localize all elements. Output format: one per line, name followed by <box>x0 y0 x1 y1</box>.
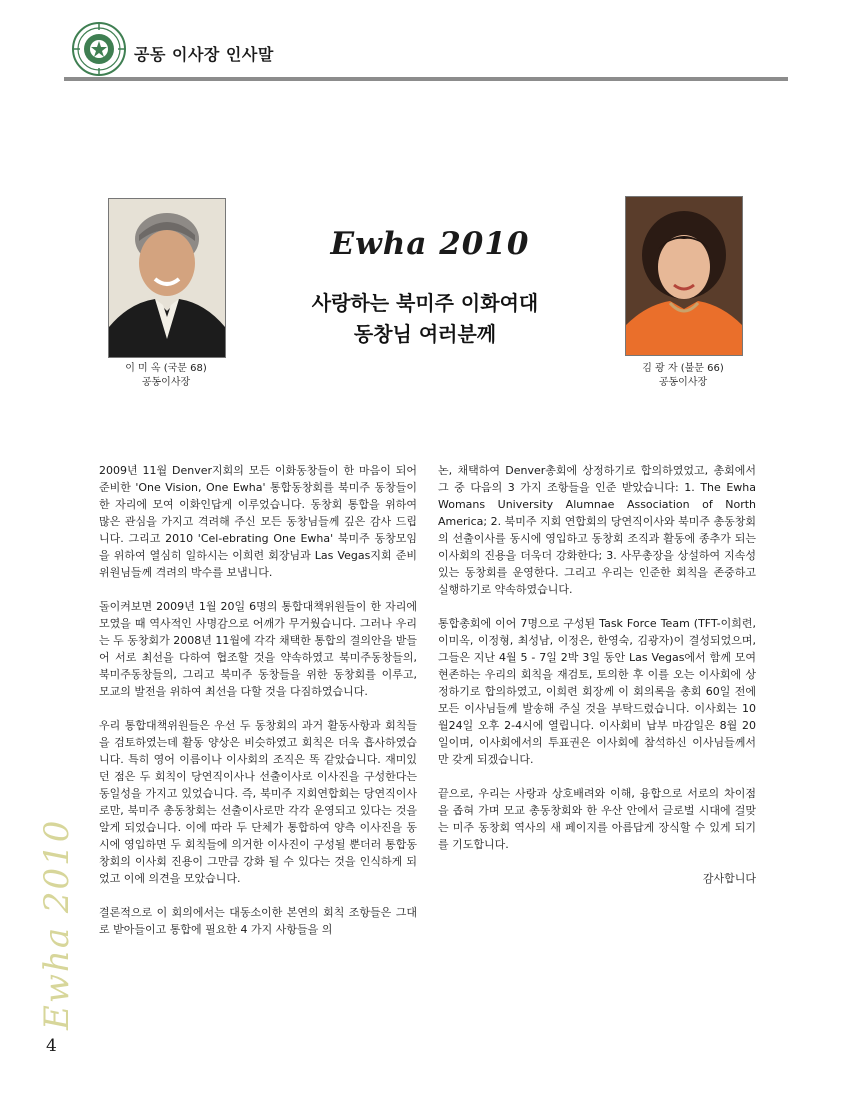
portrait-photo-right <box>625 196 743 356</box>
headline-line-2: 동창님 여러분께 <box>353 322 497 346</box>
caption-role: 공동이사장 <box>658 377 708 388</box>
paragraph: 돌이켜보면 2009년 1월 20일 6명의 통합대책위원들이 한 자리에 모였을 때 역사적인 사명감으로 어깨가 무거웠습니다. 그러나 우리는 두 동창회가 2008년 11월에 각각 채택한 통합의 결의안을 받들어 서로 최선을 다하여 협조할 것을 약속하였고 북미주동창들의, 북미주동창들의, 그리고 북미주 동창들을 위한 동창회를 이루고, 모교의 발전을 위하여 최선을 다할 것을 다짐하였습니다. <box>99 600 417 698</box>
paragraph: 끝으로, 우리는 사랑과 상호배려와 이해, 융합으로 서로의 차이점을 좁혀 가며 모교 총동창회와 한 우산 안에서 글로벌 시대에 걸맞는 미주 동창회 역사의 새 페이지를 아름답게 장식할 수 있게 되기를 기도합니다. <box>438 787 756 851</box>
caption-name: 김 광 자 (불문 66) <box>642 363 724 374</box>
section-title: 공동 이사장 인사말 <box>134 45 274 64</box>
body-column-right <box>438 462 756 904</box>
paragraph: 2009년 11월 Denver지회의 모든 이화동창들이 한 마음이 되어 준비한 'One Vision, One Ewha' 통합동창회를 북미주 동창들이 한 자리에 모여 이화인답게 이루었습니다. 동창회 통합을 위하여 많은 관심을 가지고 격려해 주신 모든 동창님들께 깊은 감사 드립니다. 그리고 2010 'Cel-ebrating One Ewha' 북미주 동창모임을 위하여 열심히 일하시는 이희련 회장님과 Las Vegas지회 준비위원님들께 격려의 박수를 보냅니다. <box>99 464 417 579</box>
ewha-2010-watermark: Ewha 2010 <box>37 818 77 1030</box>
paragraph: 우리 통합대책위원들은 우선 두 동창회의 과거 활동사항과 회칙들을 검토하였는데 활동 양상은 비슷하였고 회칙은 더욱 흡사하였습니다. 특히 영어 이름이나 이사회의 조직은 똑 같았습니다. 재미있던 점은 두 회칙이 당연직이사나 선출이사로 이사진을 구성한다는 동일성을 가지고 있었습니다. 즉, 북미주 지회연합회는 당연직이사로만, 북미주 총동창회는 선출이사로만 각각 운영되고 있다는 것을 알게 되었습니다. 이에 따라 두 단체가 통합하여 양측 이사진을 동시에 영입하면 두 회칙들에 의거한 이사진이 구성될 뿐더러 통합동창회의 이사회 진용이 그만큼 강화 될 수 있다는 것을 인식하게 되었고 이에 의견을 모았습니다. <box>99 719 417 885</box>
portrait-photo-left <box>108 198 226 358</box>
headline-line-1: 사랑하는 북미주 이화여대 <box>311 291 539 315</box>
alumnae-seal-logo <box>72 22 126 76</box>
header-rule <box>64 77 788 81</box>
headline <box>260 288 590 350</box>
caption-right <box>608 362 758 390</box>
paragraph: 결론적으로 이 회의에서는 대동소이한 본연의 회칙 조항들은 그대로 받아들이고 통합에 필요한 4 가지 사항들을 의 <box>99 906 417 936</box>
page-number: 4 <box>46 1036 57 1056</box>
ewha-2010-script-title: Ewha 2010 <box>330 226 530 262</box>
body-column-left <box>99 462 417 955</box>
caption-name: 이 미 옥 (국문 68) <box>125 363 207 374</box>
caption-left <box>91 362 241 390</box>
closing-signoff: 감사합니다 <box>702 872 756 885</box>
paragraph: 논, 채택하여 Denver총회에 상정하기로 합의하였었고, 총회에서 그 중 다음의 3 가지 조항들을 인준 받았습니다: 1. The Ewha Womans University Alumnae Association of North America; 2. 북미주 지회 연합회의 당연직이사와 북미주 총동창회의 선출이사를 동시에 영입하고 동창회 조직과 활동에 종추가 되는 이사회의 진용을 더욱더 강화한다; 3. 사무총장을 상설하여 지속성 있는 동창회를 운영한다. 그리고 우리는 인준한 회칙을 존중하고 실행하기로 약속하였습니다. <box>438 464 756 596</box>
paragraph: 통합총회에 이어 7명으로 구성된 Task Force Team (TFT-이희련, 이미옥, 이정형, 최성남, 이정은, 한영숙, 김광자)이 결성되었으며, 그들은 지난 4월 5 - 7일 2박 3일 동안 Las Vegas에서 함께 모여 현존하는 우리의 회칙을 재검토, 토의한 후 이를 오는 이사회에 상정하기로 합의하였고, 이희련 회장께 이 회의록을 총회 60일 전에 모든 이사님들께 발송해 주실 것을 부탁드렸습니다. 이사회는 10월24일 오후 2-4시에 열립니다. 이사회비 납부 마감일은 8월 20일이며, 이사회에서의 투표권은 이사회에 참석하신 이사님들께서만 갖게 되겠습니다. <box>438 617 756 766</box>
caption-role: 공동이사장 <box>141 377 191 388</box>
